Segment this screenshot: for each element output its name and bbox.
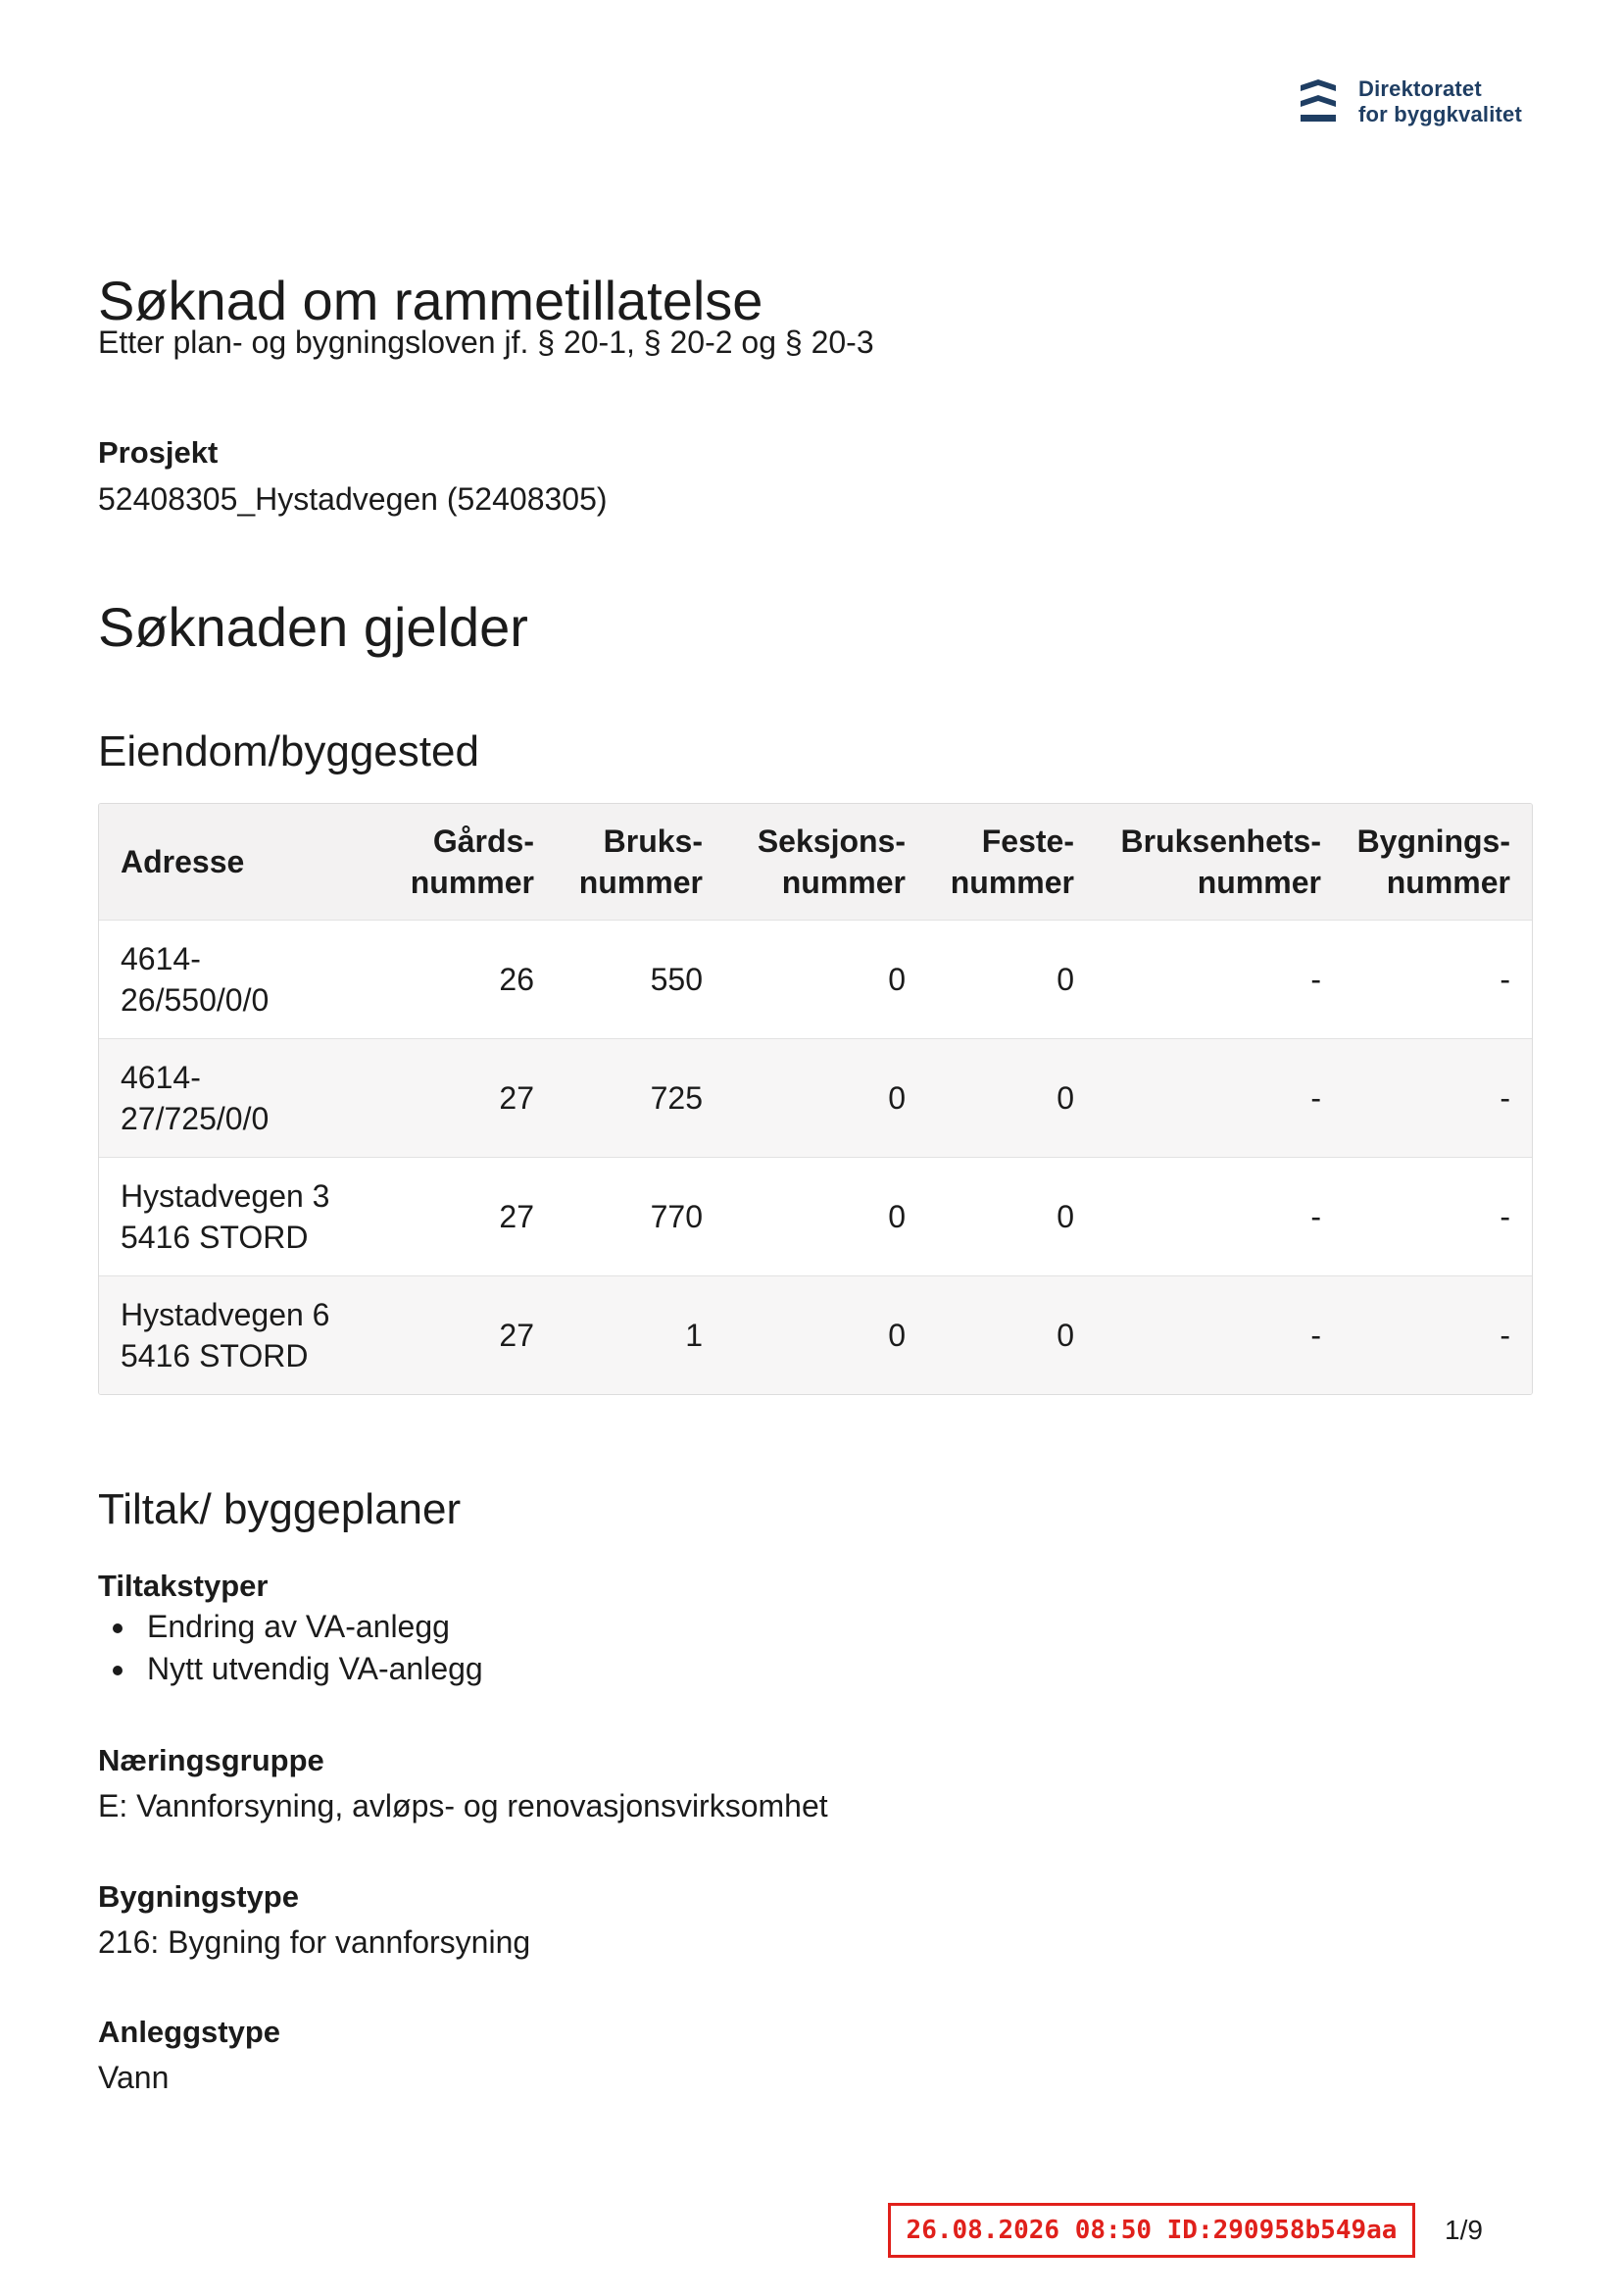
section-heading: Søknaden gjelder: [98, 596, 528, 658]
table-row: [99, 920, 1532, 1038]
table-header-row: [99, 804, 1532, 920]
cell-bygning: -: [1500, 961, 1510, 997]
cell-bnr: 725: [650, 1079, 703, 1116]
logo-line-1: Direktoratet: [1358, 76, 1482, 101]
timestamp-id-stamp: 26.08.2026 08:50 ID:290958b549aa: [888, 2203, 1415, 2258]
cell-adresse: Hystadvegen 3 5416 STORD: [121, 1177, 330, 1255]
cell-fnr: 0: [1057, 1079, 1074, 1116]
cell-gnr: 27: [499, 1317, 534, 1353]
col-gardsnummer: Gårds- nummer: [410, 823, 534, 900]
anleggstype-label: Anleggstype: [98, 2015, 281, 2049]
logo-mark-icon: [1298, 77, 1339, 126]
table-row: [99, 1157, 1532, 1275]
cell-bruksenhet: -: [1310, 1198, 1321, 1234]
eiendom-table: [98, 803, 1533, 1395]
cell-gnr: 26: [499, 961, 534, 997]
cell-gnr: 27: [499, 1198, 534, 1234]
cell-bnr: 1: [685, 1317, 703, 1353]
cell-snr: 0: [888, 1317, 906, 1353]
bygningstype-label: Bygningstype: [98, 1879, 299, 1914]
cell-snr: 0: [888, 1198, 906, 1234]
cell-gnr: 27: [499, 1079, 534, 1116]
logo: [1298, 76, 1522, 127]
document-subtitle: Etter plan- og bygningsloven jf. § 20-1, § 20-2 og § 20-3: [98, 324, 874, 360]
col-adresse: Adresse: [121, 843, 245, 879]
col-seksjonsnummer: Seksjons- nummer: [757, 823, 906, 900]
cell-adresse: 4614- 27/725/0/0: [121, 1059, 270, 1136]
page-number: 1/9: [1445, 2215, 1483, 2245]
table-row: [99, 1275, 1532, 1394]
logo-line-2: for byggkvalitet: [1358, 102, 1523, 126]
col-bruksenhetsnummer: Bruksenhets- nummer: [1120, 823, 1321, 900]
tiltakstyper-label: Tiltakstyper: [98, 1569, 269, 1603]
cell-bruksenhet: -: [1310, 1317, 1321, 1353]
logo-text: [1358, 76, 1522, 127]
cell-adresse: 4614- 26/550/0/0: [121, 940, 270, 1018]
cell-snr: 0: [888, 1079, 906, 1116]
cell-adresse: Hystadvegen 6 5416 STORD: [121, 1296, 330, 1373]
col-bruksnummer: Bruks- nummer: [578, 823, 703, 900]
bygningstype-value: 216: Bygning for vannforsyning: [98, 1924, 531, 1960]
anleggstype-value: Vann: [98, 2060, 170, 2095]
naeringsgruppe-label: Næringsgruppe: [98, 1743, 324, 1777]
cell-bnr: 550: [650, 961, 703, 997]
cell-fnr: 0: [1057, 961, 1074, 997]
cell-bygning: -: [1500, 1198, 1510, 1234]
col-bygningsnummer: Bygnings- nummer: [1356, 823, 1510, 900]
cell-bruksenhet: -: [1310, 961, 1321, 997]
cell-bygning: -: [1500, 1317, 1510, 1353]
prosjekt-value: 52408305_Hystadvegen (52408305): [98, 481, 608, 517]
eiendom-heading: Eiendom/byggested: [98, 727, 479, 775]
cell-fnr: 0: [1057, 1317, 1074, 1353]
cell-bnr: 770: [650, 1198, 703, 1234]
tiltak-heading: Tiltak/ byggeplaner: [98, 1485, 462, 1533]
table-row: [99, 1038, 1532, 1157]
cell-bruksenhet: -: [1310, 1079, 1321, 1116]
col-festenummer: Feste- nummer: [950, 823, 1074, 900]
cell-snr: 0: [888, 961, 906, 997]
list-item: Endring av VA-anlegg: [98, 1606, 483, 1648]
cell-bygning: -: [1500, 1079, 1510, 1116]
document-title: Søknad om rammetillatelse: [98, 270, 763, 331]
naeringsgruppe-value: E: Vannforsyning, avløps- og renovasjonsvirksomhet: [98, 1788, 828, 1823]
cell-fnr: 0: [1057, 1198, 1074, 1234]
list-item: Nytt utvendig VA-anlegg: [98, 1648, 483, 1690]
prosjekt-label: Prosjekt: [98, 435, 219, 470]
tiltakstyper-list: [98, 1606, 483, 1690]
